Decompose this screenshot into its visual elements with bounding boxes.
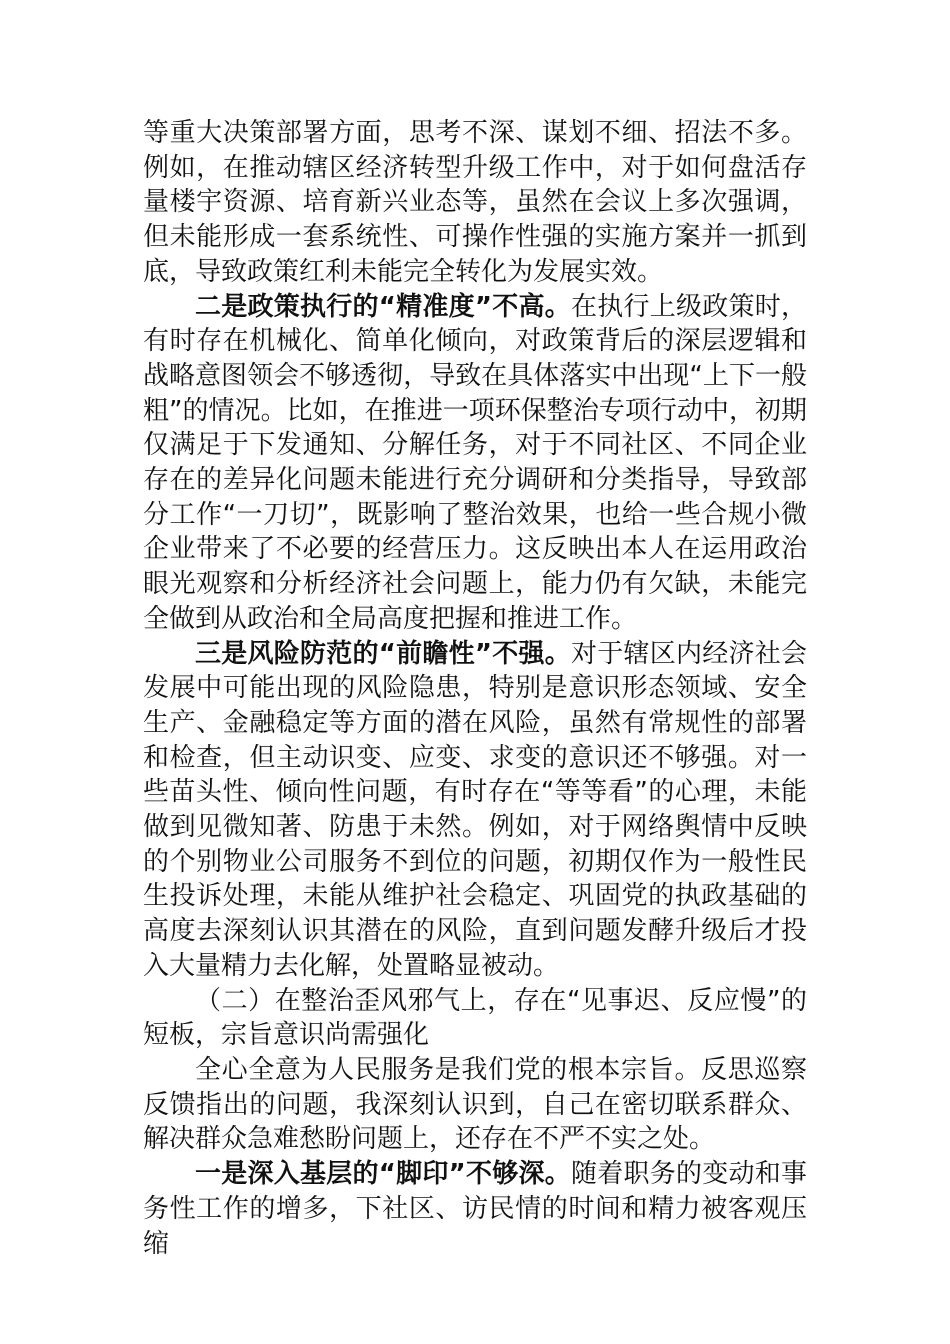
paragraph-lead-heading: 一是深入基层的“脚印”不够深。 <box>195 1159 571 1190</box>
paragraph-lead-heading: 三是风险防范的“前瞻性”不强。 <box>195 638 571 669</box>
section-heading-text: （二）在整治歪风邪气上，存在“见事迟、反应慢”的短板，宗旨意识尚需强化 <box>143 985 807 1051</box>
paragraph-3 <box>143 637 807 984</box>
paragraph-5 <box>143 1053 807 1157</box>
paragraph-6 <box>143 1157 807 1261</box>
document-body <box>143 116 807 1261</box>
paragraph-1 <box>143 116 807 290</box>
paragraph-text: 全心全意为人民服务是我们党的根本宗旨。反思巡察反馈指出的问题，我深刻认识到，自己在密切联系群众、解决群众急难愁盼问题上，还存在不严不实之处。 <box>143 1054 807 1155</box>
section-heading <box>143 984 807 1053</box>
paragraph-2 <box>143 290 807 637</box>
paragraph-text: 在执行上级政策时，有时存在机械化、简单化倾向，对政策背后的深层逻辑和战略意图领会不够透彻，导致在具体落实中出现“上下一般粗”的情况。比如，在推进一项环保整治专项行动中，初期仅满足于下发通知、分解任务，对于不同社区、不同企业存在的差异化问题未能进行充分调研和分类指导，导致部分工作“一刀切”，既影响了整治效果，也给一些合规小微企业带来了不必要的经营压力。这反映出本人在运用政治眼光观察和分析经济社会问题上，能力仍有欠缺，未能完全做到从政治和全局高度把握和推进工作。 <box>143 291 807 634</box>
paragraph-text: 对于辖区内经济社会发展中可能出现的风险隐患，特别是意识形态领域、安全生产、金融稳定等方面的潜在风险，虽然有常规性的部署和检查，但主动识变、应变、求变的意识还不够强。对一些苗头性、倾向性问题，有时存在“等等看”的心理，未能做到见微知著、防患于未然。例如，对于网络舆情中反映的个别物业公司服务不到位的问题，初期仅作为一般性民生投诉处理，未能从维护社会稳定、巩固党的执政基础的高度去深刻认识其潜在的风险，直到问题发酵升级后才投入大量精力去化解，处置略显被动。 <box>143 638 807 981</box>
paragraph-text: 等重大决策部署方面，思考不深、谋划不细、招法不多。例如，在推动辖区经济转型升级工作中，对于如何盘活存量楼宇资源、培育新兴业态等，虽然在会议上多次强调，但未能形成一套系统性、可操作性强的实施方案并一抓到底，导致政策红利未能完全转化为发展实效。 <box>143 118 807 287</box>
paragraph-text: 随着职务的变动和事务性工作的增多，下社区、访民情的时间和精力被客观压缩 <box>143 1159 807 1259</box>
paragraph-lead-heading: 二是政策执行的“精准度”不高。 <box>195 291 571 322</box>
